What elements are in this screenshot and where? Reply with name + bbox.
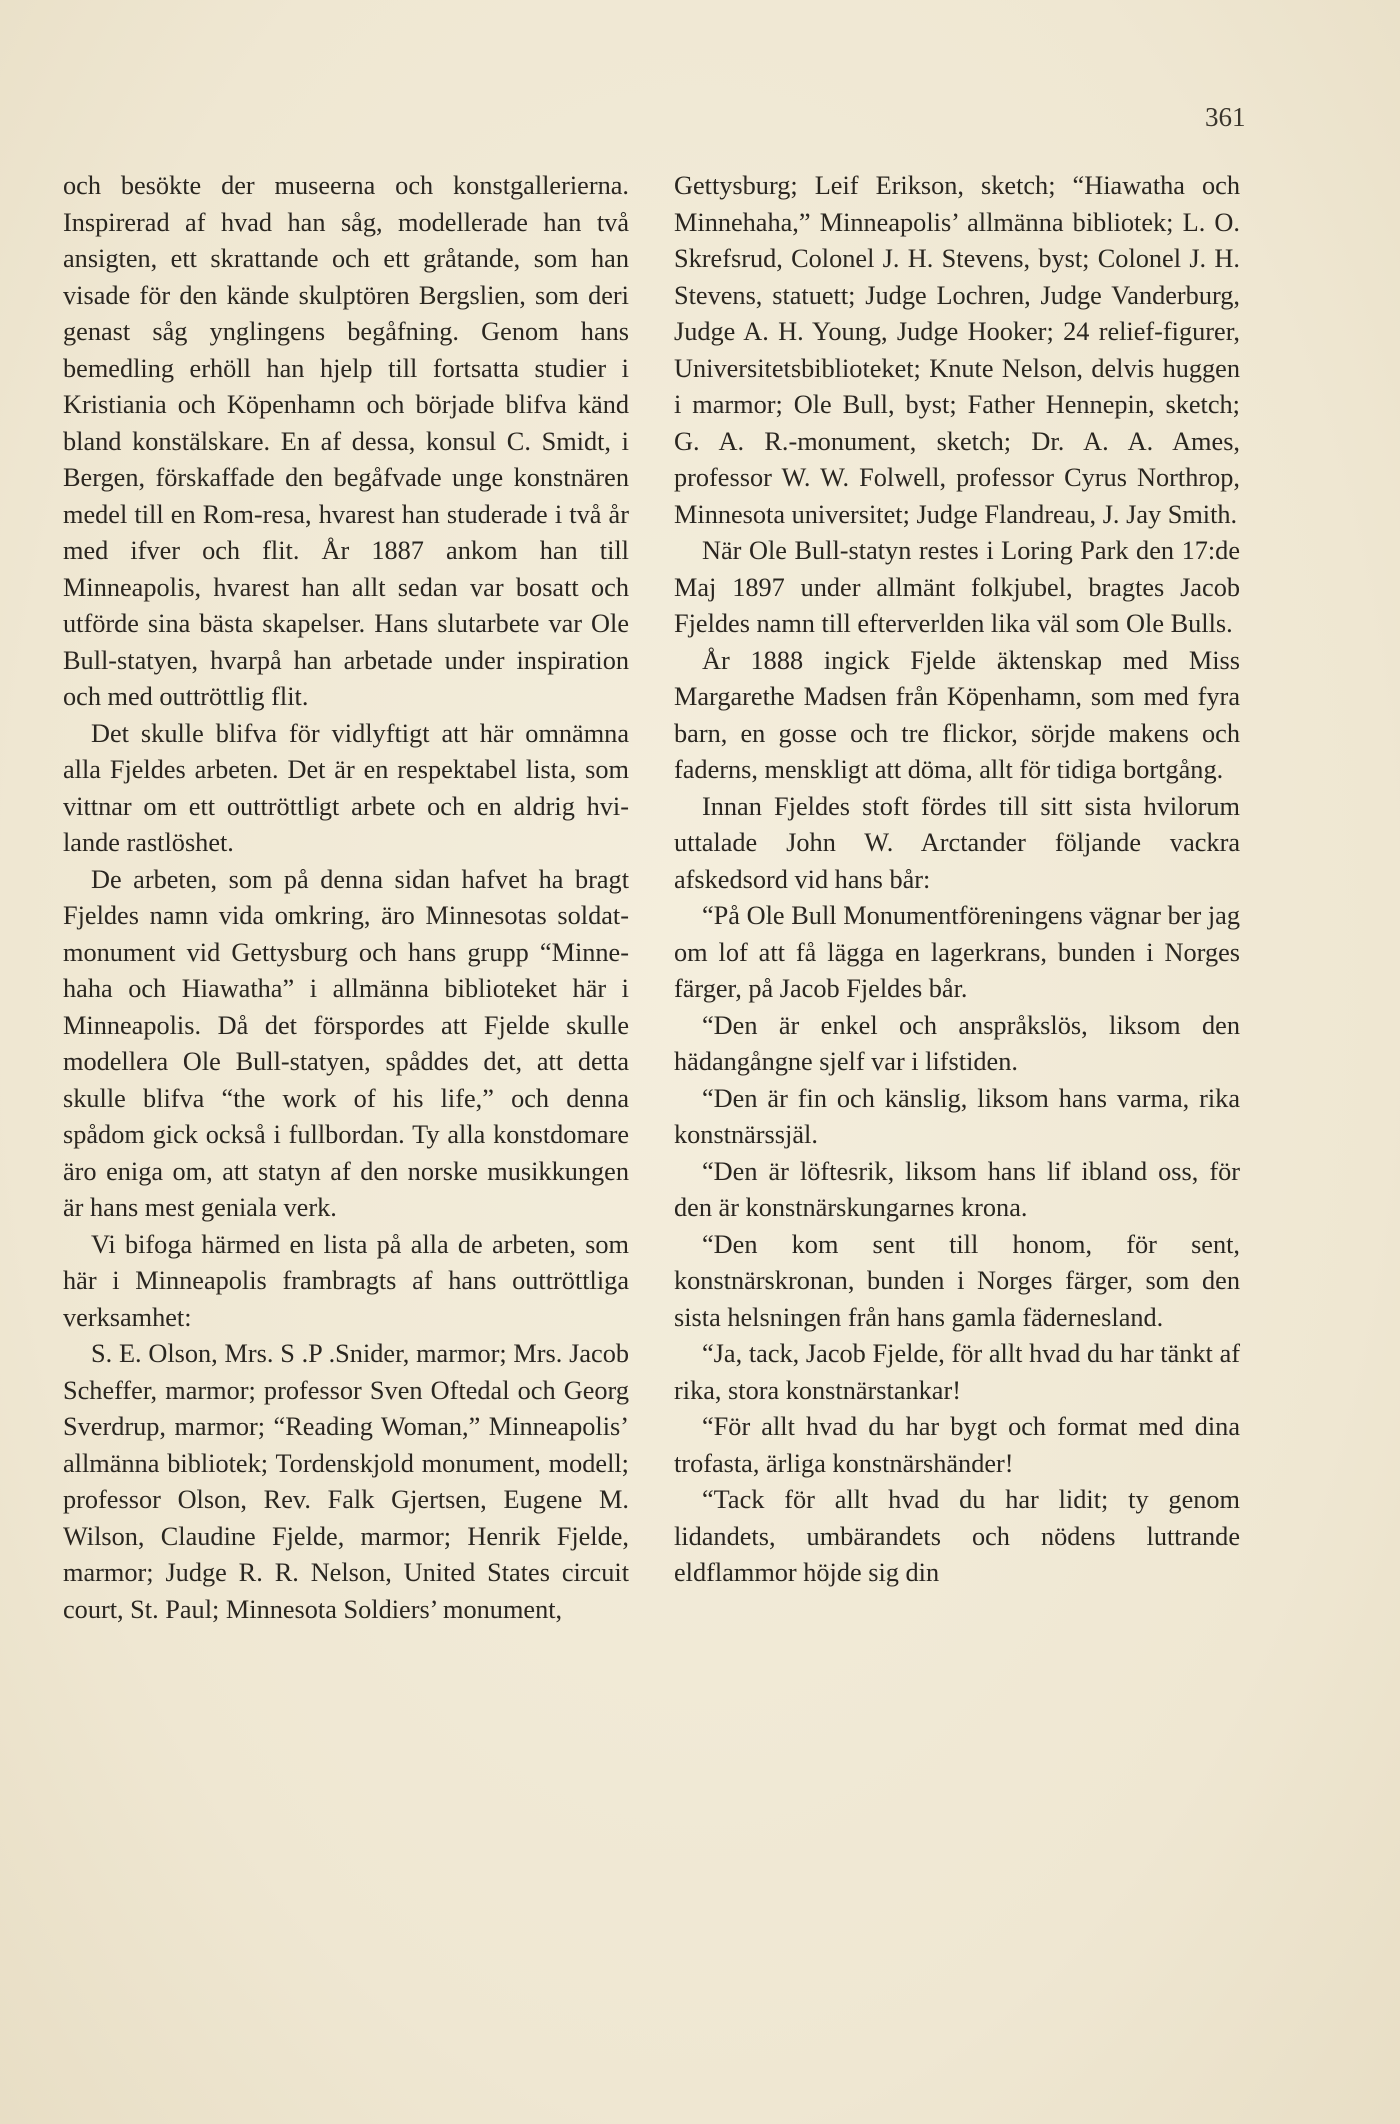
paragraph: “Den kom sent till honom, för sent, konstnärskronan, bunden i Norges färger, som den sista helsningen från hans gamla fädernesland. xyxy=(674,1229,1240,1332)
paragraph: Innan Fjeldes stoft fördes till sitt sista hvilorum uttalade John W. Arctander följande vackra afskedsord vid hans bår: xyxy=(674,791,1240,894)
paragraph: “På Ole Bull Monumentföreningens vägnar ber jag om lof att få lägga en lagerkrans, bunden i Norges färger, på Jacob Fjeldes bår. xyxy=(674,901,1240,1003)
paragraph: “Tack för allt hvad du har lidit; ty genom lidandets, umbärandets och nödens luttrande eldflammor höjde sig din xyxy=(674,1485,1240,1587)
page-number: 361 xyxy=(1205,102,1246,132)
paragraph: “För allt hvad du har bygt och format med dina trofasta, ärliga konstnärshänder! xyxy=(674,1412,1240,1478)
paragraph: S. E. Olson, Mrs. S .P .Snider, marmor; Mrs. Jacob Scheffer, marmor; professor Sven Oftedal och Georg Sverdrup, marmor; “Reading Woman,” Minneapolis’ allmänna bibliotek; Tordenskjold monument, modell; professor Olson, Rev. Falk Gjertsen, Eugene M. Wilson, Claudine Fjelde, marmor; Henrik Fjelde, marmor; Judge R. R. Nelson, United States circuit court, St. Paul; Minnesota Soldiers’ monument, xyxy=(63,1339,629,1624)
paragraph: Gettysburg; Leif Erikson, sketch; “Hiawatha och Minnehaha,” Minneapolis’ allmänna bibliotek; L. O. Skrefsrud, Colonel J. H. Stevens, byst; Colonel J. H. Stevens, statuett; Judge Lochren, Judge Vanderburg, Judge A. H. Young, Judge Hooker; 24 relief-figurer, Universitetsbiblioteket; Knute Nelson, delvis huggen i marmor; Ole Bull, byst; Father Hennepin, sketch; G. A. R.-monument, sketch; Dr. A. A. Ames, professor W. W. Folwell, professor Cyrus Northrop, Minnesota universitet; Judge Flandreau, J. Jay Smith. xyxy=(674,171,1240,529)
left-column xyxy=(63,168,629,1628)
paragraph: När Ole Bull-statyn restes i Loring Park den 17:de Maj 1897 under allmänt folkjubel, bragtes Jacob Fjeldes namn till efterverlden lika väl som Ole Bulls. xyxy=(674,536,1240,638)
paragraph: De arbeten, som på denna sidan hafvet ha bragt Fjeldes namn vida omkring, äro Minnesotas soldat-monument vid Gettysburg och hans grupp “Minnehaha och Hiawatha” i allmänna biblioteket här i Minneapolis. Då det förspordes att Fjelde skulle modellera Ole Bull-statyen, spåddes det, att detta skulle blifva “the work of his life,” och denna spådom gick också i fullbordan. Ty alla konstdomare äro eniga om, att statyn af den norske musikkungen är hans mest geniala verk. xyxy=(63,864,629,1222)
paragraph: “Den är fin och känslig, liksom hans varma, rika konstnärssjäl. xyxy=(674,1083,1240,1149)
paragraph: “Den är löftesrik, liksom hans lif ibland oss, för den är konstnärskungarnes krona. xyxy=(674,1156,1240,1222)
paragraph: År 1888 ingick Fjelde äktenskap med Miss Margarethe Madsen från Köpenhamn, som med fyra barn, en gosse och tre flickor, sörjde makens och faderns, menskligt att döma, allt för tidiga bortgång. xyxy=(674,645,1240,784)
paragraph: “Den är enkel och anspråkslös, liksom den hädangångne sjelf var i lifstiden. xyxy=(674,1010,1240,1076)
paragraph: Det skulle blifva för vidlyftigt att här omnämna alla Fjeldes arbeten. Det är en respektabel lista, som vittnar om ett outtröttligt arbete och en aldrig hvilande rastlöshet. xyxy=(63,718,629,857)
paragraph: Vi bifoga härmed en lista på alla de arbeten, som här i Minneapolis frambragts af hans outtröttliga verksamhet: xyxy=(63,1229,629,1332)
right-column xyxy=(674,168,1240,1592)
paragraph: och besökte der museerna och konstgallerierna. Inspirerad af hvad han såg, modellerade han två ansigten, ett skrattande och ett gråtande, som han visade för den kände skulptören Bergslien, som deri genast såg ynglingens begåfning. Genom hans bemedling erhöll han hjelp till fortsatta studier i Kristiania och Köpenhamn och började blifva känd bland konstälskare. En af dessa, konsul C. Smidt, i Bergen, förskaffade den begåfvade unge konstnären medel till en Rom-resa, hvarest han studerade i två år med ifver och flit. År 1887 ankom han till Minneapolis, hvarest han allt sedan var bosatt och utförde sina bästa skapelser. Hans slutarbete var Ole Bull-statyen, hvarpå han arbetade under inspiration och med outtröttlig flit. xyxy=(63,171,629,711)
paragraph: “Ja, tack, Jacob Fjelde, för allt hvad du har tänkt af rika, stora konstnärstankar! xyxy=(674,1339,1240,1405)
